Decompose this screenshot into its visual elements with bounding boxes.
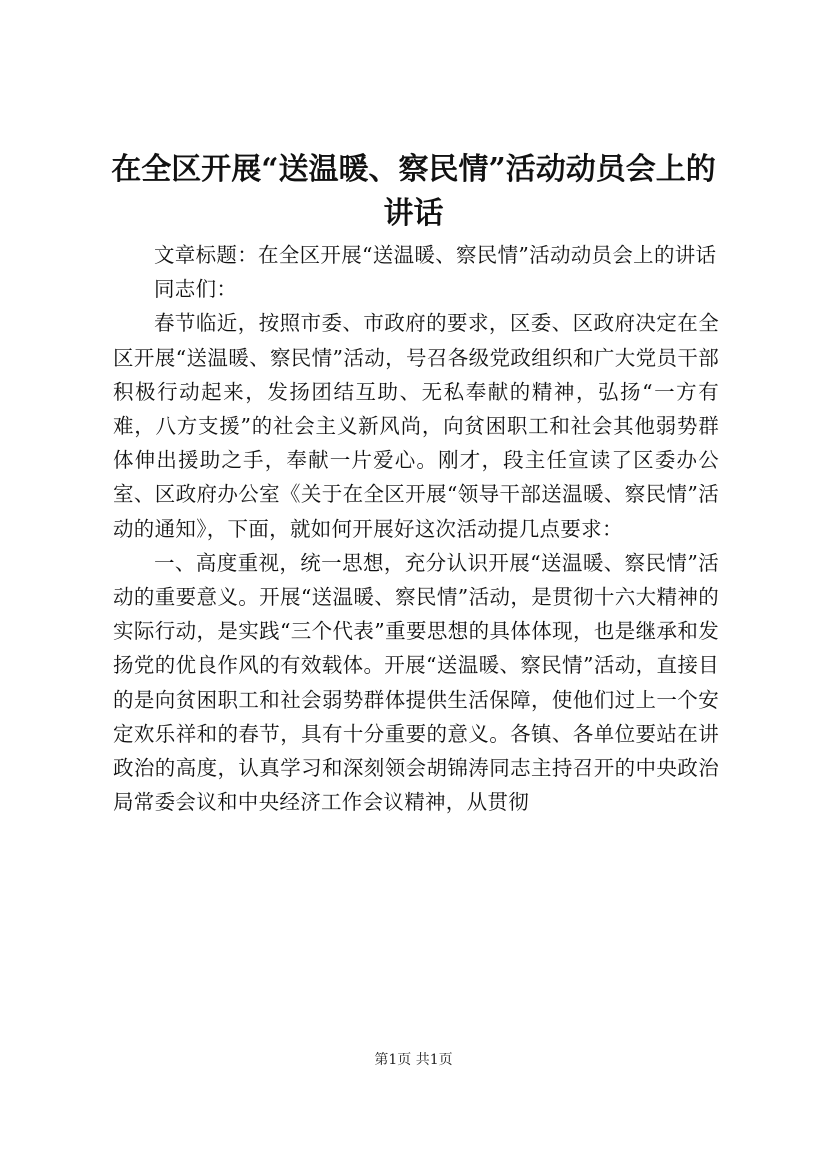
- page-number-footer: 第1页 共1页: [374, 1052, 453, 1068]
- paragraph-salutation: 同志们：: [154, 277, 238, 302]
- paragraph-point-one: 一、高度重视，统一思想，充分认识开展“送温暖、察民情”活动的重要意义。开展“送温暖、察民情”活动，是贯彻十六大精神的实际行动，是实践“三个代表”重要思想的具体体现，也是继承和发扬党的优良作风的有效载体。开展“送温暖、察民情”活动，直接目的是向贫困职工和社会弱势群体提供生活保障，使他们过上一个安定欢乐祥和的春节，具有十分重要的意义。各镇、各单位要站在讲政治的高度，认真学习和深刻领会胡锦涛同志主持召开的中央政治局常委会议和中央经济工作会议精神，从贯彻: [113, 550, 719, 815]
- document-body: [113, 238, 719, 819]
- document-title: 在全区开展“送温暖、察民情”活动动员会上的讲话: [111, 152, 716, 231]
- paragraph-article-title: 文章标题：在全区开展“送温暖、察民情”活动动员会上的讲话: [154, 243, 717, 267]
- paragraph-introduction: 春节临近，按照市委、市政府的要求，区委、区政府决定在全区开展“送温暖、察民情”活动，号召各级党政组织和广大党员干部积极行动起来，发扬团结互助、无私奉献的精神，弘扬“一方有难，八方支援”的社会主义新风尚，向贫困职工和社会其他弱势群体伸出援助之手，奉献一片爱心。刚才，段主任宣读了区委办公室、区政府办公室《关于在全区开展“领导干部送温暖、察民情”活动的通知》，下面，就如何开展好这次活动提几点要求：: [113, 311, 719, 541]
